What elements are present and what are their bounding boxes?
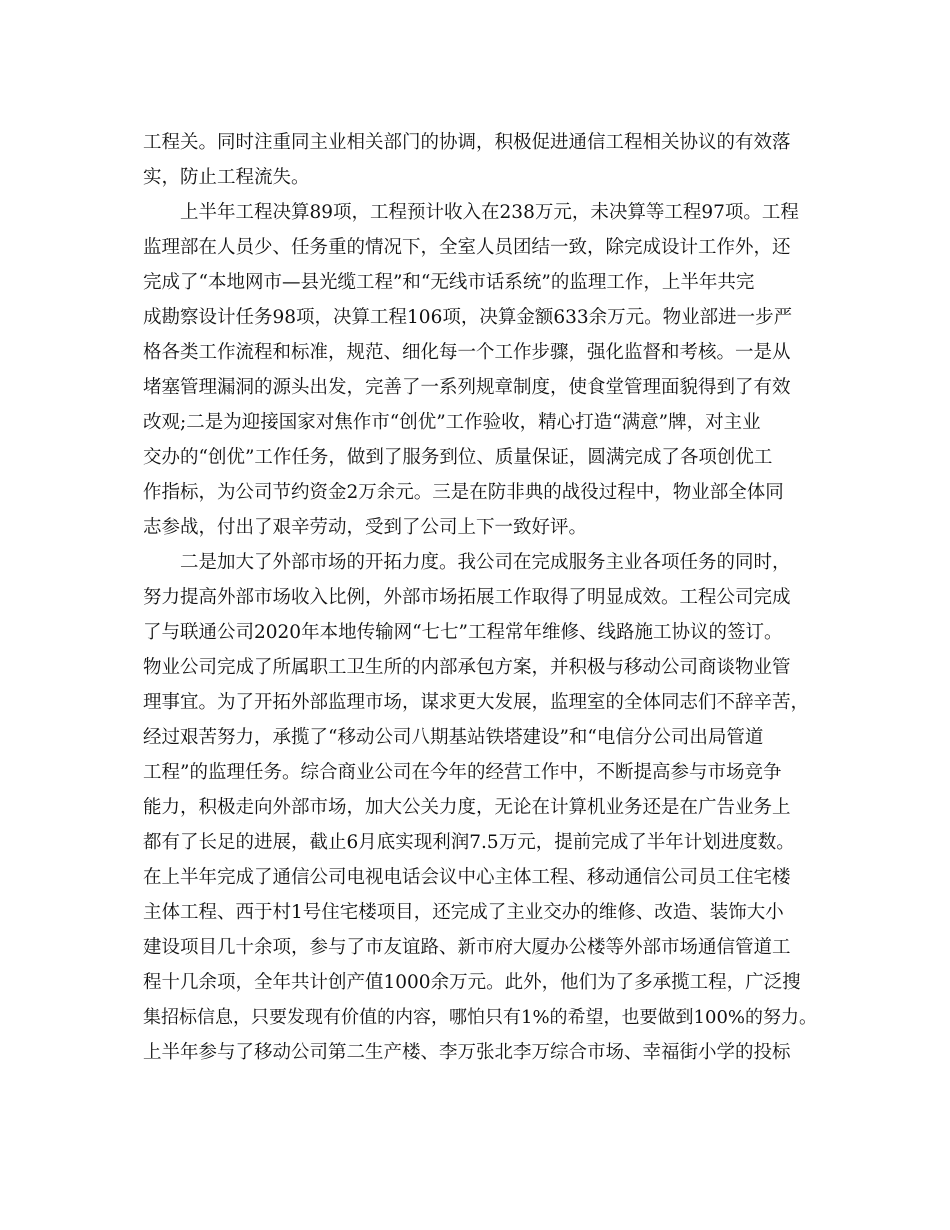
text-line: 堵塞管理漏洞的源头出发，完善了一系列规章制度，使食堂管理面貌得到了有效	[143, 377, 791, 398]
text-line: 物业公司完成了所属职工卫生所的内部承包方案，并积极与移动公司商谈物业管	[143, 657, 791, 678]
text-line: 格各类工作流程和标准，规范、细化每一个工作步骤，强化监督和考核。一是从	[143, 342, 791, 363]
text-line: 经过艰苦努力，承揽了“移动公司八期基站铁塔建设”和“电信分公司出局管道	[143, 727, 764, 748]
text-line: 努力提高外部市场收入比例，外部市场拓展工作取得了明显成效。工程公司完成	[143, 587, 791, 608]
text-line: 理事宜。为了开拓外部监理市场，谋求更大发展，监理室的全体同志们不辞辛苦，	[143, 692, 810, 713]
text-line: 工程关。同时注重同主业相关部门的协调，积极促进通信工程相关协议的有效落	[143, 132, 791, 153]
text-line: 在上半年完成了通信公司电视电话会议中心主体工程、移动通信公司员工住宅楼	[143, 867, 791, 888]
paragraph-first-line: 上半年工程决算89项，工程预计收入在238万元，未决算等工程97项。工程	[180, 202, 799, 223]
text-line: 成勘察设计任务98项，决算工程106项，决算金额633余万元。物业部进一步严	[143, 307, 793, 328]
text-line: 程十几余项，全年共计创产值1000余万元。此外，他们为了多承揽工程，广泛搜	[143, 972, 801, 993]
text-line: 都有了长足的进展，截止6月底实现利润7.5万元，提前完成了半年计划进度数。	[143, 832, 795, 853]
text-line: 交办的“创优”工作任务，做到了服务到位、质量保证，圆满完成了各项创优工	[143, 447, 773, 468]
text-line: 实，防止工程流失。	[143, 167, 310, 188]
document-body	[143, 125, 823, 1070]
text-line: 建设项目几十余项，参与了市友谊路、新市府大厦办公楼等外部市场通信管道工	[143, 937, 791, 958]
text-line: 监理部在人员少、任务重的情况下，全室人员团结一致，除完成设计工作外，还	[143, 237, 791, 258]
text-line: 志参战，付出了艰辛劳动，受到了公司上下一致好评。	[143, 517, 588, 538]
text-line: 能力，积极走向外部市场，加大公关力度，无论在计算机业务还是在广告业务上	[143, 797, 791, 818]
text-line: 完成了“本地网市—县光缆工程”和“无线市话系统”的监理工作，上半年共完	[143, 272, 755, 293]
text-line: 主体工程、西于村1号住宅楼项目，还完成了主业交办的维修、改造、装饰大小	[143, 902, 784, 923]
text-line: 改观;二是为迎接国家对焦作市“创优”工作验收，精心打造“满意”牌，对主业	[143, 412, 761, 433]
paragraph-first-line: 二是加大了外部市场的开拓力度。我公司在完成服务主业各项任务的同时，	[180, 552, 791, 573]
text-line: 作指标，为公司节约资金2万余元。三是在防非典的战役过程中，物业部全体同	[143, 482, 784, 503]
text-line: 了与联通公司2020年本地传输网“七七”工程常年维修、线路施工协议的签订。	[143, 622, 783, 643]
text-line: 集招标信息，只要发现有价值的内容，哪怕只有1%的希望，也要做到100%的努力。	[143, 1007, 818, 1028]
text-line: 工程”的监理任务。综合商业公司在今年的经营工作中，不断提高参与市场竞争	[143, 762, 782, 783]
text-line: 上半年参与了移动公司第二生产楼、李万张北李万综合市场、幸福街小学的投标	[143, 1042, 791, 1063]
